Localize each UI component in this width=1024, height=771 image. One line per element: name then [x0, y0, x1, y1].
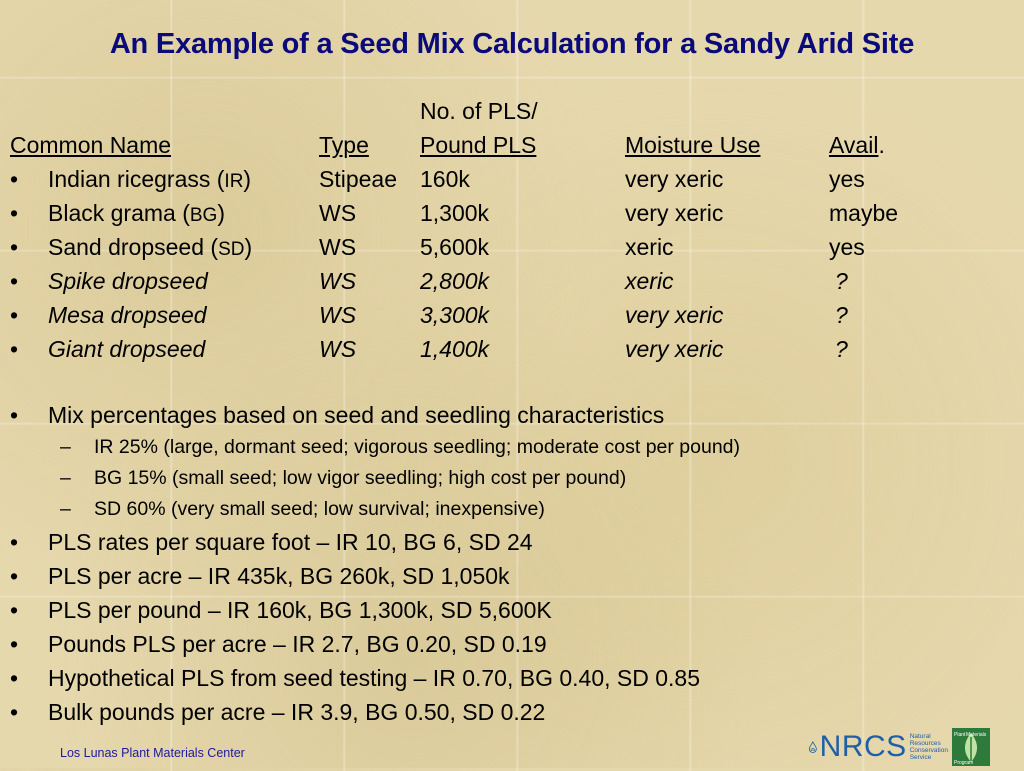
list-item	[10, 525, 1010, 559]
bullet: •	[10, 302, 19, 328]
list-item-text: PLS per acre – IR 435k, BG 260k, SD 1,050k	[48, 563, 510, 589]
row-type: WS	[319, 268, 357, 294]
row-close: )	[244, 234, 253, 260]
sub-list-item-text: SD 60% (very small seed; low survival; inexpensive)	[94, 498, 545, 520]
row-pls: 2,800k	[420, 268, 490, 294]
list-item	[10, 627, 1010, 661]
sub-list-item-text: BG 15% (small seed; low vigor seedling; high cost per pound)	[94, 467, 627, 489]
row-moisture: xeric	[625, 234, 674, 260]
row-type: WS	[319, 234, 357, 260]
list-item-text: PLS per pound – IR 160k, BG 1,300k, SD 5,600K	[48, 597, 552, 623]
bullet: •	[10, 336, 19, 362]
row-pls: 3,300k	[420, 302, 490, 328]
row-abbr: BG	[189, 205, 218, 226]
list-item	[10, 661, 1010, 695]
row-name: Giant dropseed	[48, 336, 206, 362]
bullet: •	[10, 200, 19, 226]
bullet: •	[10, 166, 19, 192]
row-moisture: xeric	[625, 268, 674, 294]
list-item-text: Hypothetical PLS from seed testing – IR 0.70, BG 0.40, SD 0.85	[48, 665, 701, 691]
row-moisture: very xeric	[625, 166, 724, 192]
row-name: Spike dropseed	[48, 268, 208, 294]
row-pls: 5,600k	[420, 234, 490, 260]
row-moisture: very xeric	[625, 302, 724, 328]
list-item	[10, 593, 1010, 627]
row-pls: 1,400k	[420, 336, 490, 362]
sub-list-item-text: IR 25% (large, dormant seed; vigorous seedling; moderate cost per pound)	[94, 436, 741, 458]
sub-list-item	[10, 463, 1010, 494]
row-name-text: Black grama (	[48, 200, 190, 226]
row-moisture: very xeric	[625, 200, 724, 226]
row-avail: ?	[835, 302, 848, 328]
pm-text: Plant	[954, 732, 966, 738]
row-avail: yes	[829, 234, 865, 260]
bullet: •	[10, 631, 19, 657]
list-item-text: Mix percentages based on seed and seedling characteristics	[48, 402, 665, 428]
pm-text: Materials	[966, 732, 987, 738]
row-abbr: SD	[218, 239, 245, 260]
nrcs-wordmark: NRCS	[819, 730, 907, 763]
row-type: WS	[319, 200, 357, 226]
dash: –	[60, 498, 71, 520]
nrcs-subtitle-line: Natural	[909, 733, 931, 740]
row-name	[48, 162, 251, 199]
row-name-text: Sand dropseed (	[48, 234, 219, 260]
sub-list-item	[10, 432, 1010, 463]
leaf-icon	[952, 728, 990, 766]
bullet: •	[10, 699, 19, 725]
row-name	[48, 196, 225, 233]
list-item-text: Bulk pounds per acre – IR 3.9, BG 0.50, SD 0.22	[48, 699, 546, 725]
plant-materials-logo	[952, 728, 990, 766]
bullet: •	[10, 665, 19, 691]
row-name-text: Indian ricegrass (	[48, 166, 225, 192]
row-pls: 1,300k	[420, 200, 490, 226]
bullet: •	[10, 563, 19, 589]
header-type: Type	[319, 132, 369, 158]
row-avail: yes	[829, 166, 865, 192]
header-avail: Avail	[829, 132, 879, 158]
list-item	[10, 695, 1010, 729]
header-pls-top: No. of PLS/	[420, 98, 538, 124]
row-avail: maybe	[829, 200, 899, 226]
header-pls: Pound PLS	[420, 132, 537, 158]
footer-credit: Los Lunas Plant Materials Center	[60, 746, 245, 760]
slide-title: An Example of a Seed Mix Calculation for a Sandy Arid Site	[109, 28, 915, 60]
bullet: •	[10, 402, 19, 428]
row-close: )	[243, 166, 252, 192]
header-common-name: Common Name	[10, 132, 172, 158]
header-moisture: Moisture Use	[625, 132, 761, 158]
row-avail: ?	[835, 268, 848, 294]
row-pls: 160k	[420, 166, 470, 192]
list-item-text: Pounds PLS per acre – IR 2.7, BG 0.20, SD 0.19	[48, 631, 547, 657]
bullet: •	[10, 597, 19, 623]
nrcs-subtitle-line: Resources	[909, 740, 941, 747]
row-type: WS	[319, 302, 357, 328]
nrcs-subtitle	[910, 733, 948, 761]
list-item-text: PLS rates per square foot – IR 10, BG 6, SD 24	[48, 529, 533, 555]
row-type: Stipeae	[319, 166, 398, 192]
bullet: •	[10, 529, 19, 555]
nrcs-subtitle-line: Conservation	[909, 747, 948, 754]
list-item	[10, 398, 1010, 432]
bullet: •	[10, 268, 19, 294]
row-abbr: IR	[224, 171, 244, 192]
row-name	[48, 230, 252, 267]
row-type: WS	[319, 336, 357, 362]
row-name: Mesa dropseed	[48, 302, 207, 328]
nrcs-logo	[808, 728, 990, 766]
bullet: •	[10, 234, 19, 260]
list-item	[10, 559, 1010, 593]
bullet-list	[10, 398, 1010, 729]
sub-list-item	[10, 494, 1010, 525]
water-drop-icon	[808, 729, 818, 765]
row-moisture: very xeric	[625, 336, 724, 362]
dash: –	[60, 436, 71, 458]
pm-text: Program	[954, 760, 974, 766]
row-avail: ?	[835, 336, 848, 362]
nrcs-subtitle-line: Service	[909, 754, 932, 761]
row-close: )	[217, 200, 225, 226]
header-avail-dot: .	[878, 132, 885, 158]
header-avail-wrap	[829, 128, 885, 162]
dash: –	[60, 467, 71, 489]
